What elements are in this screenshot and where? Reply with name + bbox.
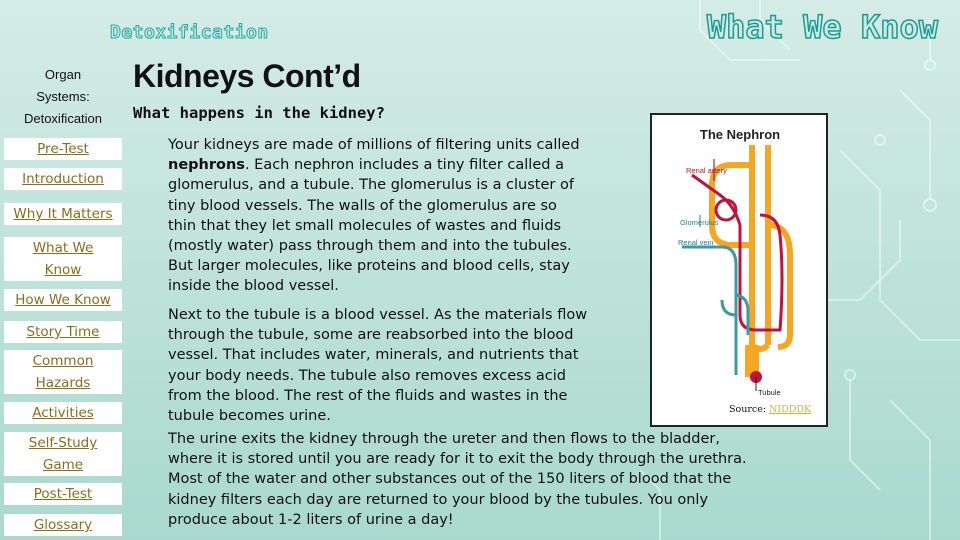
nav-label: Game — [42, 457, 84, 473]
sidebar-title-line: Organ — [44, 67, 82, 82]
text-line: vessel. That includes water, minerals, and nutrients that — [168, 347, 579, 364]
tubule-shape — [752, 145, 768, 349]
nav-label: Post-Test — [33, 486, 93, 502]
text-line: through the tubule, some are reabsorbed into the blood — [168, 327, 574, 344]
text-line: produce about 1-2 liters of urine a day! — [168, 511, 454, 528]
vein-vessel — [682, 247, 748, 375]
nav-glossary[interactable] — [4, 514, 122, 536]
paragraph-filtering — [168, 135, 638, 297]
nav-label: Activities — [32, 405, 94, 421]
nav-label: Common — [32, 353, 94, 369]
text-line: tubule becomes urine. — [168, 408, 331, 425]
nav-label: Story Time — [26, 324, 100, 340]
paragraph-urine — [168, 429, 828, 530]
text-line: But larger molecules, like proteins and blood cells, stay — [168, 258, 570, 275]
paragraph-reabsorption — [168, 305, 638, 426]
nav-story-time[interactable] — [4, 321, 122, 343]
nav-label: Why It Matters — [13, 206, 113, 222]
nav-label: Know — [44, 262, 82, 278]
nav-pre-test[interactable] — [4, 138, 122, 160]
text-line: from the blood. The rest of the fluids and wastes in the — [168, 387, 568, 404]
nav-label: Glossary — [33, 517, 93, 533]
brand-logo-text: Detoxification — [110, 22, 269, 43]
nav-activities[interactable] — [4, 402, 122, 424]
nav-label: Introduction — [22, 171, 104, 187]
bold-term-nephrons: nephrons — [168, 157, 245, 174]
sidebar-title — [4, 64, 122, 130]
sidebar-title-line: Detoxification — [23, 111, 103, 126]
text-line: kidney filters each day are returned to your blood by the tubules. You only — [168, 491, 709, 508]
text-line: (mostly water) pass through them and into the tubules. — [168, 238, 572, 255]
text-line: Your kidneys are made of millions of filtering units called — [168, 137, 580, 153]
text-line: your body needs. The tubule also removes excess acid — [168, 367, 566, 384]
figure-title: The Nephron — [699, 127, 781, 142]
nav-self-study-game[interactable] — [4, 432, 122, 476]
text-line: glomerulus, and a tubule. The glomerulus is a cluster of — [168, 177, 574, 194]
nephron-figure — [650, 113, 828, 427]
nav-label: Self-Study — [28, 435, 98, 451]
source-label: Source: — [729, 404, 767, 415]
text-line: Most of the water and other substances out of the 150 liters of blood that the — [168, 471, 732, 488]
text-line: where it is stored until you are ready for it to exit the body through the urethra. — [168, 451, 747, 468]
label-glomerulus: Glomerulus — [680, 218, 719, 227]
text-line: nephrons. Each nephron includes a tiny filter called a — [168, 157, 564, 174]
text-line: Next to the tubule is a blood vessel. As the materials flow — [168, 307, 588, 323]
label-tubule: Tubule — [758, 388, 781, 397]
text-line: tiny blood vessels. The walls of the glomerulus are so — [168, 197, 557, 214]
slide-title: Kidneys Cont’d — [133, 58, 361, 94]
vein-branch — [722, 300, 736, 315]
text-line: The urine exits the kidney through the ureter and then flows to the bladder, — [168, 431, 720, 447]
sidebar-title-line: Systems: — [36, 89, 90, 104]
nav-label: Pre-Test — [37, 141, 89, 157]
slide-subtitle: What happens in the kidney? — [133, 104, 385, 122]
nav-common-hazards[interactable] — [4, 350, 122, 394]
label-renal-artery: Renal artery — [686, 166, 727, 175]
nav-how-we-know[interactable] — [4, 289, 122, 311]
nephron-diagram — [652, 115, 826, 425]
nav-label: How We Know — [15, 292, 111, 308]
figure-source — [729, 404, 811, 415]
page-header-title: What We Know — [706, 8, 938, 46]
nav-label: What We — [32, 240, 94, 256]
nav-post-test[interactable] — [4, 483, 122, 505]
label-renal-vein: Renal vein — [678, 238, 714, 247]
source-link[interactable]: NIDDDK — [769, 404, 812, 415]
nav-why-it-matters[interactable] — [4, 203, 122, 225]
nav-what-we-know[interactable] — [4, 237, 122, 281]
text-line-rest: Each nephron includes a tiny filter called a — [254, 157, 564, 174]
text-line: thin that they let small molecules of wastes and fluids — [168, 217, 562, 234]
text-line: inside the blood vessel. — [168, 278, 339, 295]
nav-label: Hazards — [35, 375, 91, 391]
nav-introduction[interactable] — [4, 168, 122, 190]
